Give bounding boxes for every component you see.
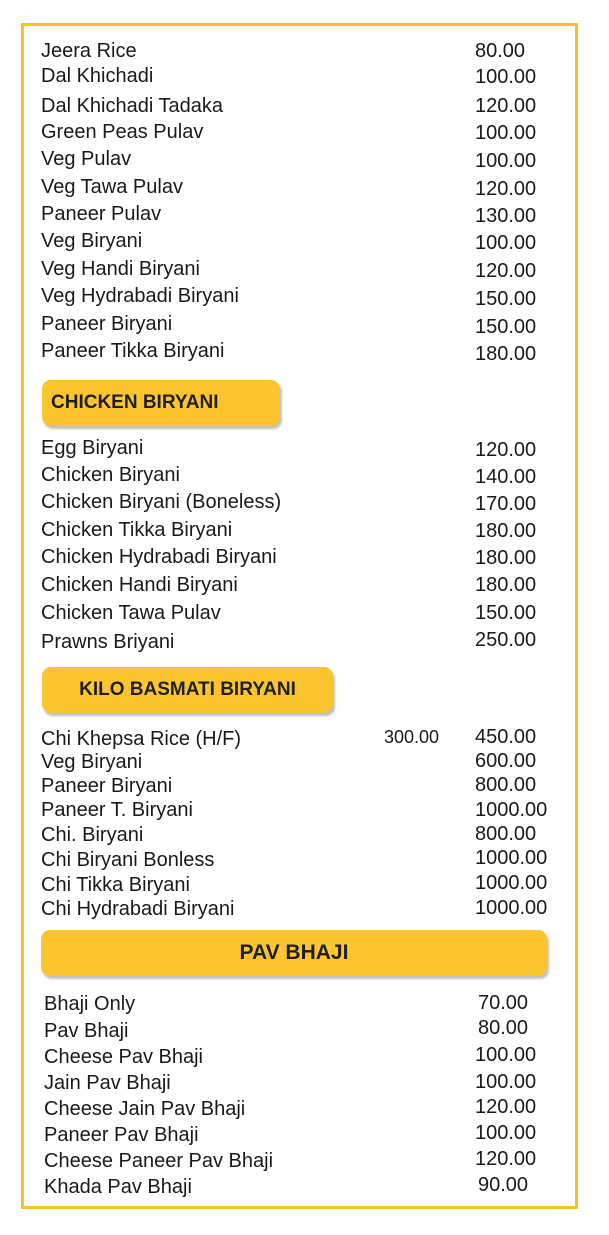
menu-item-name: Paneer Biryani xyxy=(41,313,173,335)
menu-item-name: Chicken Tawa Pulav xyxy=(41,602,221,624)
menu-item-price: 1000.00 xyxy=(475,799,548,821)
menu-item-price: 150.00 xyxy=(475,288,537,310)
menu-item-name: Chicken Biryani xyxy=(41,464,180,486)
menu-item-name: Bhaji Only xyxy=(44,993,136,1015)
menu-item-price: 120.00 xyxy=(475,439,537,461)
menu-item-name: Cheese Pav Bhaji xyxy=(44,1046,203,1068)
menu-item-price: 1000.00 xyxy=(475,872,548,894)
menu-item-price: 250.00 xyxy=(475,629,537,651)
menu-item-price: 180.00 xyxy=(475,520,537,542)
menu-item-price: 70.00 xyxy=(478,992,529,1014)
menu-item-price: 140.00 xyxy=(475,466,537,488)
menu-item-name: Cheese Jain Pav Bhaji xyxy=(44,1098,246,1120)
menu-item-price: 80.00 xyxy=(478,1017,529,1039)
menu-item-price: 120.00 xyxy=(475,178,537,200)
menu-item-price: 120.00 xyxy=(475,1148,537,1170)
menu-item-price: 170.00 xyxy=(475,493,537,515)
menu-item-name: Egg Biryani xyxy=(41,437,144,459)
menu-item-name: Paneer Biryani xyxy=(41,775,173,797)
menu-item-price: 1000.00 xyxy=(475,847,548,869)
menu-item-name: Veg Tawa Pulav xyxy=(41,176,183,198)
menu-item-price: 100.00 xyxy=(475,1122,537,1144)
menu-item-price: 100.00 xyxy=(475,1071,537,1093)
menu-item-price: 130.00 xyxy=(475,205,537,227)
menu-item-price: 180.00 xyxy=(475,547,537,569)
menu-item-name: Dal Khichadi Tadaka xyxy=(41,95,223,117)
menu-item-price: 150.00 xyxy=(475,602,537,624)
menu-item-name: Veg Handi Biryani xyxy=(41,258,200,280)
menu-item-price: 1000.00 xyxy=(475,897,548,919)
menu-item-name: Paneer T. Biryani xyxy=(41,799,193,821)
menu-item-price: 100.00 xyxy=(475,1044,537,1066)
section-header-pav-bhaji: PAV BHAJI xyxy=(41,930,547,976)
menu-item-price: 120.00 xyxy=(475,1096,537,1118)
menu-item-price: 180.00 xyxy=(475,343,537,365)
menu-item-name: Chi Tikka Biryani xyxy=(41,874,190,896)
menu-item-price: 100.00 xyxy=(475,232,537,254)
menu-item-price: 100.00 xyxy=(475,122,537,144)
menu-item-name: Green Peas Pulav xyxy=(41,121,204,143)
menu-item-price: 100.00 xyxy=(475,150,537,172)
menu-item-price: 120.00 xyxy=(475,95,537,117)
menu-item-name: Chi. Biryani xyxy=(41,824,144,846)
menu-item-name: Veg Pulav xyxy=(41,148,132,170)
menu-item-price: 600.00 xyxy=(475,750,537,772)
menu-item-name: Paneer Pav Bhaji xyxy=(44,1124,199,1146)
menu-item-price: 800.00 xyxy=(475,823,537,845)
menu-item-name: Chicken Tikka Biryani xyxy=(41,519,233,541)
section-header-chicken-biryani: CHICKEN BIRYANI xyxy=(42,380,280,426)
menu-item-name: Chi Khepsa Rice (H/F) xyxy=(41,728,242,750)
menu-item-price: 100.00 xyxy=(475,66,537,88)
menu-item-name: Pav Bhaji xyxy=(44,1020,129,1042)
menu-item-name: Chi Biryani Bonless xyxy=(41,849,215,871)
menu-item-price: 80.00 xyxy=(475,40,526,62)
menu-item-name: Chicken Biryani (Boneless) xyxy=(41,491,282,513)
menu-item-name: Paneer Tikka Biryani xyxy=(41,340,225,362)
menu-item-name: Chicken Hydrabadi Biryani xyxy=(41,546,277,568)
menu-item-name: Veg Biryani xyxy=(41,230,143,252)
menu-item-name: Paneer Pulav xyxy=(41,203,162,225)
section-header-kilo-basmati-biryani: KILO BASMATI BIRYANI xyxy=(42,667,333,713)
menu-item-name: Cheese Paneer Pav Bhaji xyxy=(44,1150,274,1172)
menu-item-name: Veg Biryani xyxy=(41,751,143,773)
menu-item-name: Khada Pav Bhaji xyxy=(44,1176,192,1198)
menu-item-name: Veg Hydrabadi Biryani xyxy=(41,285,239,307)
menu-item-price: 90.00 xyxy=(478,1174,529,1196)
menu-item-name: Jain Pav Bhaji xyxy=(44,1072,171,1094)
menu-item-name: Jeera Rice xyxy=(41,40,137,62)
menu-item-name: Dal Khichadi xyxy=(41,65,154,87)
menu-item-half-price: 300.00 xyxy=(384,727,440,747)
menu-item-price: 180.00 xyxy=(475,574,537,596)
menu-item-price: 800.00 xyxy=(475,774,537,796)
menu-item-name: Chicken Handi Biryani xyxy=(41,574,238,596)
menu-item-price: 150.00 xyxy=(475,316,537,338)
menu-item-name: Prawns Briyani xyxy=(41,631,175,653)
menu-item-price: 450.00 xyxy=(475,726,537,748)
menu-item-price: 120.00 xyxy=(475,260,537,282)
menu-item-name: Chi Hydrabadi Biryani xyxy=(41,898,235,920)
